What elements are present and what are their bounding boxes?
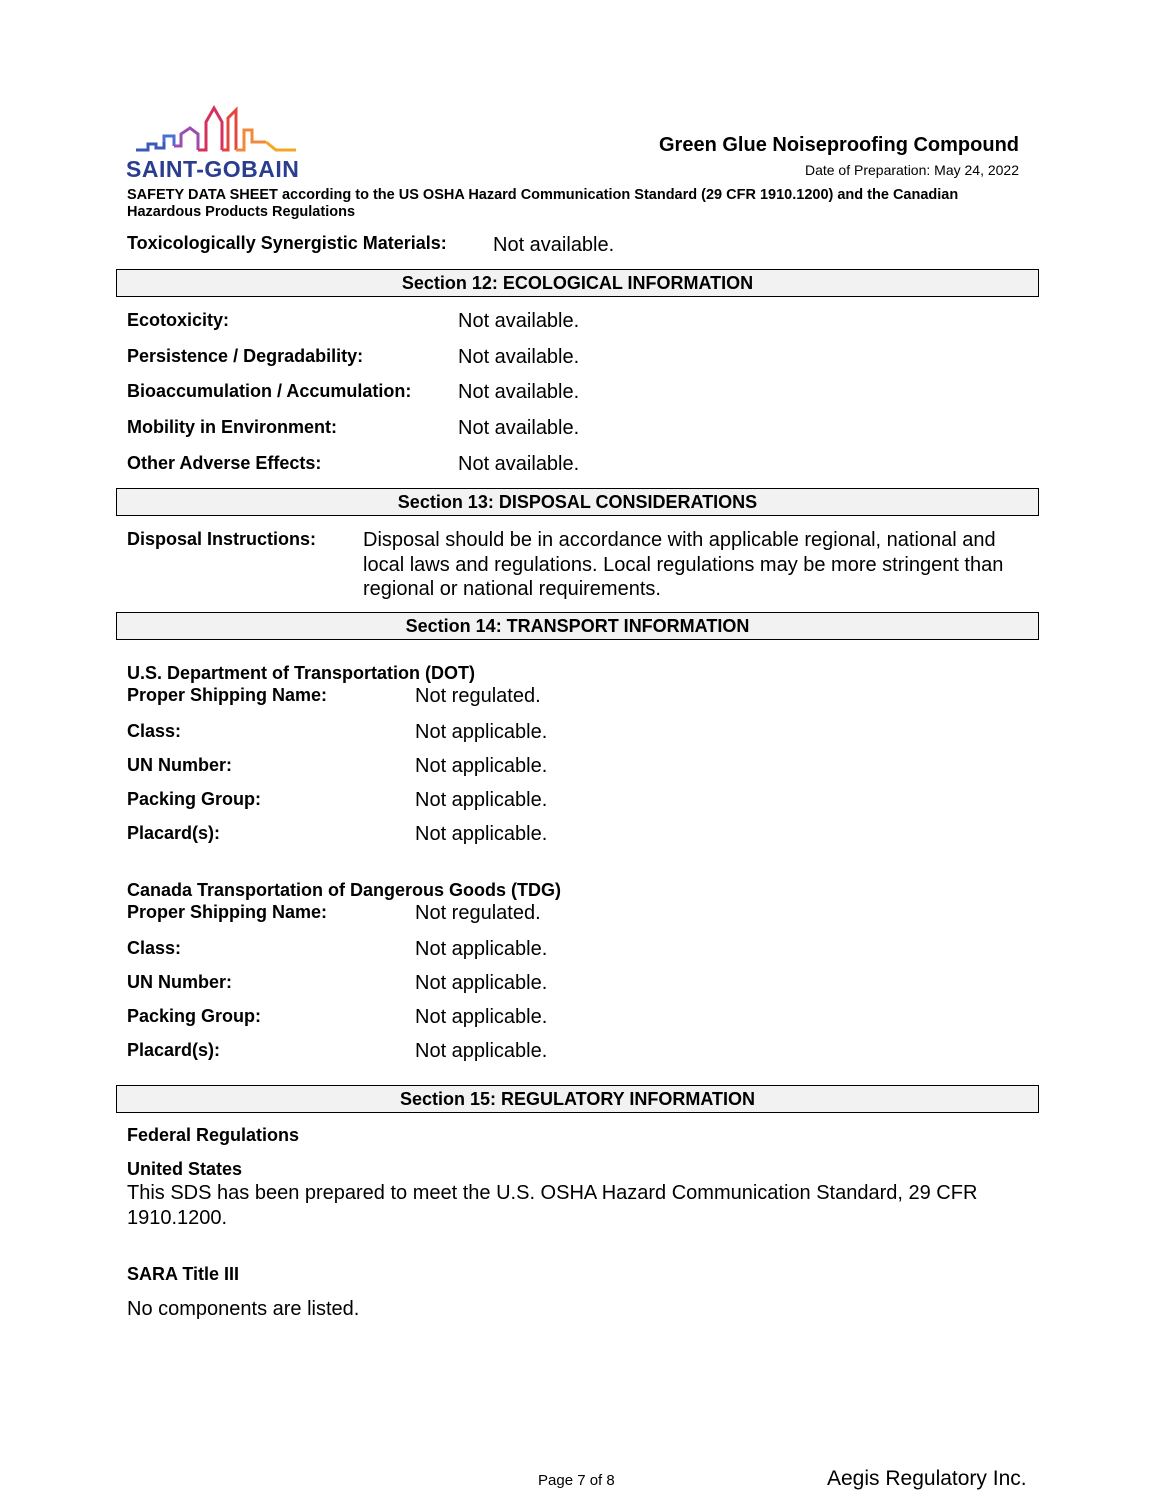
tdg-value: Not applicable. <box>415 972 548 994</box>
tdg-value: Not regulated. <box>415 902 541 924</box>
tdg-label: Packing Group: <box>127 1006 262 1026</box>
dot-label: Class: <box>127 721 182 741</box>
tdg-label: Placard(s): <box>127 1040 221 1060</box>
dot-value: Not applicable. <box>415 755 548 777</box>
skyline-logo-icon <box>126 100 316 160</box>
dot-label: UN Number: <box>127 755 233 775</box>
section-13-header: Section 13: DISPOSAL CONSIDERATIONS <box>116 488 1039 516</box>
s12-label: Persistence / Degradability: <box>127 346 364 366</box>
s12-value: Not available. <box>458 381 580 403</box>
tdg-label: Proper Shipping Name: <box>127 902 328 922</box>
tdg-value: Not applicable. <box>415 1040 548 1062</box>
us-text: This SDS has been prepared to meet the U.S. OSHA Hazard Communication Standard, 29 CFR 1910.1200. <box>127 1182 978 1229</box>
dot-heading: U.S. Department of Transportation (DOT) <box>127 663 476 683</box>
sds-heading-line-2: Hazardous Products Regulations <box>127 204 356 220</box>
dot-label: Placard(s): <box>127 823 221 843</box>
s12-label: Bioaccumulation / Accumulation: <box>127 381 412 401</box>
dot-value: Not applicable. <box>415 789 548 811</box>
disposal-text: Disposal should be in accordance with applicable regional, national and local laws and regulations. Local regulations may be more stringent than regional or national requirements. <box>363 529 1004 600</box>
sds-heading-line-1: SAFETY DATA SHEET according to the US OSHA Hazard Communication Standard (29 CFR 1910.1200) and the Canadian <box>127 187 959 203</box>
s12-value: Not available. <box>458 310 580 332</box>
page-number: Page 7 of 8 <box>538 1472 615 1489</box>
s12-label: Other Adverse Effects: <box>127 453 322 473</box>
disposal-label: Disposal Instructions: <box>127 529 317 549</box>
tdg-label: UN Number: <box>127 972 233 992</box>
section-12-header: Section 12: ECOLOGICAL INFORMATION <box>116 269 1039 297</box>
us-heading: United States <box>127 1159 243 1179</box>
tdg-value: Not applicable. <box>415 938 548 960</box>
logo-wordmark: SAINT-GOBAIN <box>126 156 300 182</box>
s12-label: Ecotoxicity: <box>127 310 230 330</box>
tox-value: Not available. <box>493 234 615 256</box>
dot-label: Packing Group: <box>127 789 262 809</box>
dot-label: Proper Shipping Name: <box>127 685 328 705</box>
section-14-header: Section 14: TRANSPORT INFORMATION <box>116 612 1039 640</box>
tdg-value: Not applicable. <box>415 1006 548 1028</box>
sara-text: No components are listed. <box>127 1298 360 1320</box>
s12-label: Mobility in Environment: <box>127 417 337 437</box>
dot-value: Not regulated. <box>415 685 541 707</box>
s12-value: Not available. <box>458 453 580 475</box>
tdg-heading: Canada Transportation of Dangerous Goods (TDG) <box>127 880 562 900</box>
tox-label: Toxicologically Synergistic Materials: <box>127 233 447 253</box>
s12-value: Not available. <box>458 417 580 439</box>
sara-heading: SARA Title III <box>127 1264 240 1284</box>
sds-heading <box>127 187 1027 221</box>
s12-value: Not available. <box>458 346 580 368</box>
section-15-header: Section 15: REGULATORY INFORMATION <box>116 1085 1039 1113</box>
product-name: Green Glue Noiseproofing Compound <box>659 134 1019 156</box>
preparation-date: Date of Preparation: May 24, 2022 <box>804 162 1019 178</box>
dot-value: Not applicable. <box>415 823 548 845</box>
dot-value: Not applicable. <box>415 721 548 743</box>
federal-heading: Federal Regulations <box>127 1125 300 1145</box>
saint-gobain-logo <box>126 100 316 184</box>
tdg-label: Class: <box>127 938 182 958</box>
footer-company: Aegis Regulatory Inc. <box>827 1467 1027 1490</box>
